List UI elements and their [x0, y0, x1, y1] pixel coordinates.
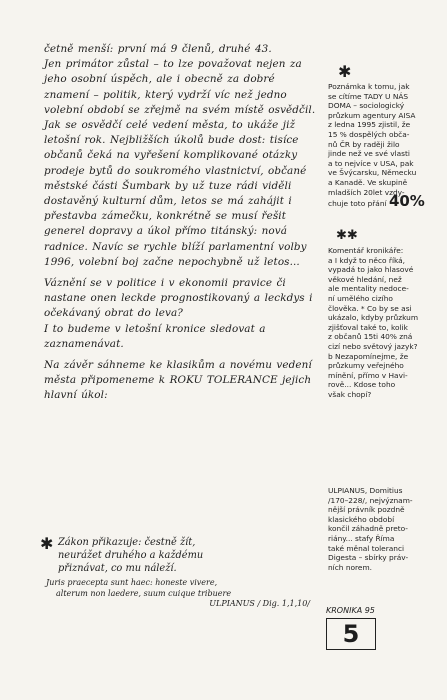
comment-line: ukázalo, kdyby průzkum [328, 313, 419, 323]
chronicle-label: KRONIKA 95 [326, 606, 375, 615]
main-paragraph-3: Váznění se v politice i v ekonomii pravice či nastane onen leckde prognostikovaný a leckdys i očekávaný obrat do leva? [44, 277, 313, 320]
comment-line: mínění, přímo v Havi- [328, 370, 408, 380]
comment-line: věkové hledání, než [328, 274, 402, 284]
side-note-comment [328, 246, 440, 400]
comment-line: však chopí? [328, 389, 372, 399]
main-paragraph-2: Jen primátor zůstal – to lze považovat nejen za jeho osobní úspěch, ale i obecně za dobré znamení – politik, který vydrží víc než jedno volební období se zřejmě na svém místě osvědčil. Jak se osvědčí celé vedení města, to ukáže již letošní rok. Nejbližších úkolů bude dost: tisíce občanů čeká na vyřešení komplikované otázky prodeje bytů do soukromého vlastnictví, občané městské části Šumbark by už tuze rádi viděli dostavěný kulturní dům, letos se má zahájit i přestavba zámečku, konkrétně se musí řešit generel dopravy a úkol přímo titánský: nová radnice. Navíc se rychle blíží parlamentní volby 1996, volební boj začne nepochybně už letos... [44, 58, 316, 268]
survey-line: 15 % dospělých obča- [328, 129, 410, 139]
latin-line-2: alterum non laedere, suum cuique tribuere [56, 588, 232, 598]
survey-line: ve Švýcarsku, Německu [328, 168, 417, 178]
comment-line: a I když to něco říká, [328, 255, 406, 265]
comment-line: člověka. * Co by se asi [328, 303, 412, 313]
asterisk-icon: ✱ [338, 62, 352, 81]
main-paragraph-5: Na závěr sáhneme ke klasikům a novému vedení města připomeneme k ROKU TOLERANCE jejich hlavní úkol: [44, 359, 312, 402]
comment-line: b Nezapomínejme, že [328, 351, 409, 361]
comment-line: rově... Kdose toho [328, 380, 396, 390]
ulpianus-line: /170–228/, nejvýznam- [328, 495, 413, 505]
survey-line: se cítíme TADY U NÁS [328, 91, 409, 101]
survey-line: DOMA – sociologický [328, 101, 405, 111]
latin-line-1: Juris praecepta sunt haec: honeste vivere, [46, 578, 218, 587]
quote-reference: ULPIANUS / Dig. 1,1,10/ [209, 599, 310, 608]
ulpianus-line: Digesta – sbírky práv- [328, 553, 409, 563]
survey-line: nů ČR by raději žilo [328, 139, 400, 149]
survey-percent: 40% [388, 192, 425, 211]
comment-line: průzkumy veřejného [328, 361, 404, 371]
ulpianus-line: riány... stafy Říma [328, 533, 395, 543]
quote-line-3: přiznávat, co mu náleží. [58, 562, 177, 574]
comment-line: Komentář kronikáře: [328, 246, 404, 255]
survey-line: jinde než ve své vlasti [328, 149, 410, 159]
side-note-survey [328, 82, 440, 209]
survey-line: a Kanadě. Ve skupině [328, 177, 408, 187]
comment-line: zjišťoval také to, kolik [328, 322, 408, 332]
comment-line: ní umělého cizího [328, 293, 393, 303]
main-paragraph-1: četně menší: první má 9 členů, druhé 43. [44, 43, 272, 55]
main-text-column [44, 42, 316, 404]
comment-line: z občanů 15ti 40% zná [328, 332, 413, 342]
latin-quote [46, 578, 314, 610]
main-paragraph-4: I to budeme v letošní kronice sledovat a zaznamenávat. [44, 322, 266, 350]
ulpianus-line: nější právník pozdně [328, 505, 405, 515]
ulpianus-line: ULPIANUS, Domitius [328, 486, 403, 495]
comment-line: vypadá to jako hlasové [328, 265, 414, 275]
survey-line: mladších 20let vzdy- [328, 187, 405, 197]
survey-line-text: chuje toto přání [328, 199, 387, 209]
double-asterisk-icon: ✱✱ [336, 228, 358, 243]
page-number: 5 [326, 618, 376, 650]
survey-line: z ledna 1995 zjistil, že [328, 120, 411, 130]
survey-line: Poznámka k tomu, jak [328, 82, 410, 91]
asterisk-icon: ✱ [40, 534, 54, 553]
comment-line: ale mentality nedoce- [328, 284, 409, 294]
side-note-ulpianus [328, 486, 440, 572]
comment-line: cizí nebo světový jazyk? [328, 341, 418, 351]
survey-line: a to nejvíce v USA, pak [328, 158, 414, 168]
survey-line: průzkum agentury AISA [328, 110, 416, 120]
ulpianus-line: také měnal toleranci [328, 543, 405, 553]
ulpianus-line: klasického období [328, 514, 395, 524]
ulpianus-line: končil záhadně preto- [328, 524, 408, 534]
ulpianus-line: ních norem. [328, 562, 373, 572]
quote-line-2: neurážet druhého a každému [58, 549, 204, 561]
quote-line-1: Zákon přikazuje: čestně žít, [58, 537, 196, 548]
law-quote [58, 537, 328, 575]
